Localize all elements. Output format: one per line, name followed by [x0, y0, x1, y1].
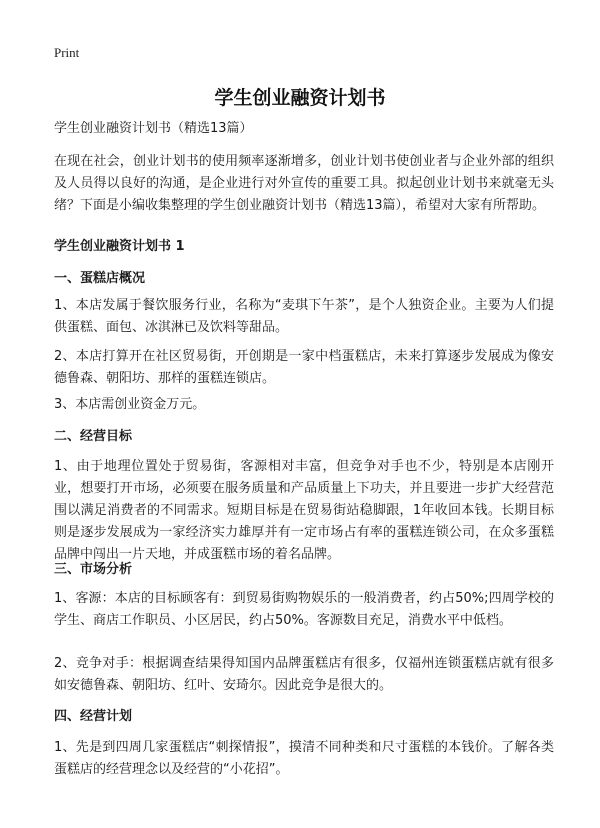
paragraph-market-1: 1、客源：本店的目标顾客有：到贸易街购物娱乐的一般消费者，约占50%;四周学校的学生、商店工作职员、小区居民，约占50%。客源数目充足，消费水平中低档。: [54, 591, 554, 628]
page-title: 学生创业融资计划书: [214, 87, 386, 109]
paragraph-market-2: 2、竞争对手：根据调查结果得知国内品牌蛋糕店有很多，仅福州连锁蛋糕店就有很多如安德鲁森、朝阳坊、红叶、安琦尔。因此竞争是很大的。: [54, 656, 554, 693]
heading-market-analysis: 三、市场分析: [54, 562, 133, 577]
paragraph-overview-2: 2、本店打算开在社区贸易街，开创期是一家中档蛋糕店，未来打算逐步发展成为像安德鲁森、朝阳坊、那样的蛋糕连锁店。: [54, 349, 554, 386]
paragraph-overview-1: 1、本店发属于餐饮服务行业，名称为“麦琪下午茶”，是个人独资企业。主要为人们提供蛋糕、面包、冰淇淋已及饮料等甜品。: [54, 298, 554, 335]
heading-business-goals: 二、经营目标: [54, 429, 133, 444]
paragraph-overview-3: 3、本店需创业资金万元。: [54, 397, 206, 412]
paragraph-plan-1: 1、先是到四周几家蛋糕店“刺探情报”，摸清不同种类和尺寸蛋糕的本钱价。了解各类蛋糕店的经营理念以及经营的“小花招”。: [54, 740, 554, 777]
heading-business-plan: 四、经营计划: [54, 709, 133, 724]
heading-bakery-overview: 一、蛋糕店概况: [54, 271, 146, 286]
intro-paragraph: 在现在社会，创业计划书的使用频率逐渐增多，创业计划书使创业者与企业外部的组织及人员得以良好的沟通，是企业进行对外宣传的重要工具。拟起创业计划书来就毫无头绪？下面是小编收集整理的学生创业融资计划书（精选13篇），希望对大家有所帮助。: [54, 154, 554, 213]
paragraph-goals-1: 1、由于地理位置处于贸易街，客源相对丰富，但竞争对手也不少，特别是本店刚开业，想要打开市场，必须要在服务质量和产品质量上下功夫，并且要进一步扩大经营范围以满足消费者的不同需求。短期目标是在贸易街站稳脚跟，1年收回本钱。长期目标则是逐步发展成为一家经济实力雄厚并有一定市场占有率的蛋糕连锁公司，在众多蛋糕品牌中闯出一片天地，并成蛋糕市场的着名品牌。: [54, 459, 554, 562]
print-link[interactable]: Print: [54, 45, 80, 60]
document-subtitle: 学生创业融资计划书（精选13篇）: [54, 121, 253, 136]
section-title: 学生创业融资计划书 1: [54, 239, 185, 254]
